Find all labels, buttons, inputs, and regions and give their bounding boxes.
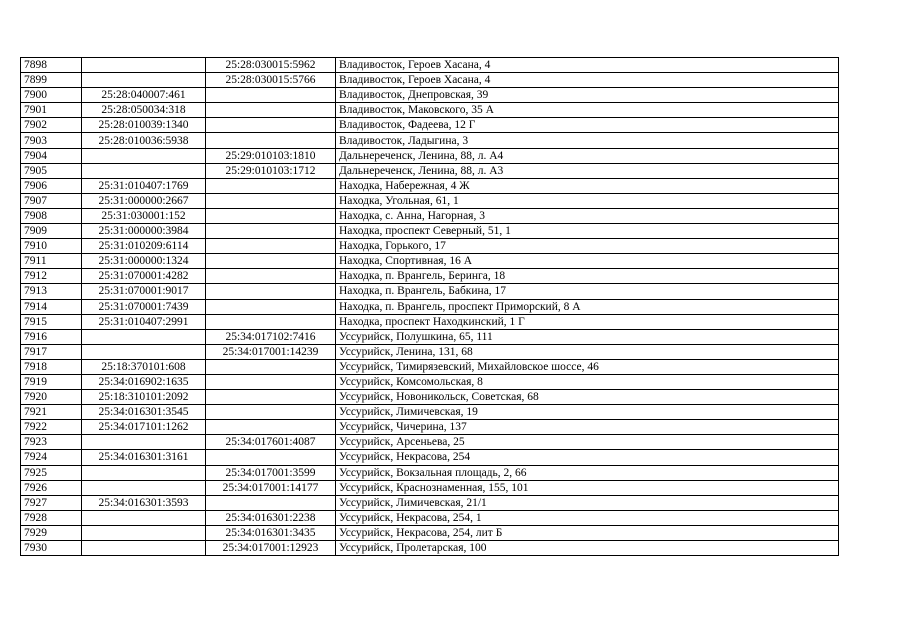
table-row (21, 465, 839, 480)
address-cell: Владивосток, Героев Хасана, 4 (336, 58, 839, 73)
cadastral-number-cell-a (82, 163, 206, 178)
cadastral-number-cell-a (82, 344, 206, 359)
cadastral-number-cell-a: 25:31:000000:1324 (82, 254, 206, 269)
cadastral-number-cell-b (206, 374, 336, 389)
cadastral-number-cell-a: 25:31:010407:1769 (82, 178, 206, 193)
cadastral-number-cell-a: 25:28:010036:5938 (82, 133, 206, 148)
row-number-cell: 7922 (21, 420, 82, 435)
cadastral-number-cell-a: 25:34:016902:1635 (82, 374, 206, 389)
table-row (21, 254, 839, 269)
address-cell: Уссурийск, Чичерина, 137 (336, 420, 839, 435)
cadastral-number-cell-a: 25:31:070001:4282 (82, 269, 206, 284)
address-cell: Находка, п. Врангель, проспект Приморский, 8 А (336, 299, 839, 314)
cadastral-number-cell-b (206, 118, 336, 133)
row-number-cell: 7930 (21, 541, 82, 556)
document-table (20, 57, 839, 556)
cadastral-number-cell-b (206, 420, 336, 435)
cadastral-number-cell-b (206, 208, 336, 223)
table-row (21, 450, 839, 465)
address-cell: Владивосток, Фадеева, 12 Г (336, 118, 839, 133)
cadastral-number-cell-a: 25:34:016301:3161 (82, 450, 206, 465)
table-row (21, 329, 839, 344)
cadastral-number-cell-a: 25:34:016301:3545 (82, 405, 206, 420)
cadastral-number-cell-b (206, 193, 336, 208)
address-cell: Уссурийск, Лимичевская, 21/1 (336, 495, 839, 510)
address-cell: Уссурийск, Новоникольск, Советская, 68 (336, 390, 839, 405)
row-number-cell: 7907 (21, 193, 82, 208)
row-number-cell: 7912 (21, 269, 82, 284)
table-row (21, 435, 839, 450)
row-number-cell: 7898 (21, 58, 82, 73)
table-row (21, 58, 839, 73)
table-row (21, 374, 839, 389)
row-number-cell: 7928 (21, 510, 82, 525)
cadastral-number-cell-b (206, 299, 336, 314)
address-cell: Уссурийск, Некрасова, 254, 1 (336, 510, 839, 525)
table-row (21, 88, 839, 103)
row-number-cell: 7927 (21, 495, 82, 510)
cadastral-number-cell-a: 25:31:000000:3984 (82, 224, 206, 239)
cadastral-number-cell-b: 25:34:017001:12923 (206, 541, 336, 556)
cadastral-number-cell-b (206, 178, 336, 193)
row-number-cell: 7909 (21, 224, 82, 239)
row-number-cell: 7921 (21, 405, 82, 420)
cadastral-number-cell-a (82, 480, 206, 495)
address-cell: Находка, п. Врангель, Беринга, 18 (336, 269, 839, 284)
row-number-cell: 7902 (21, 118, 82, 133)
table-row (21, 510, 839, 525)
address-cell: Уссурийск, Полушкина, 65, 111 (336, 329, 839, 344)
table-row (21, 193, 839, 208)
address-cell: Дальнереченск, Ленина, 88, л. А3 (336, 163, 839, 178)
cadastral-number-cell-a: 25:34:016301:3593 (82, 495, 206, 510)
address-cell: Находка, Спортивная, 16 А (336, 254, 839, 269)
cadastral-number-cell-b: 25:34:017001:3599 (206, 465, 336, 480)
cadastral-number-cell-b (206, 254, 336, 269)
address-cell: Уссурийск, Арсеньева, 25 (336, 435, 839, 450)
table-row (21, 148, 839, 163)
cadastral-number-cell-b: 25:34:016301:2238 (206, 510, 336, 525)
table-row (21, 239, 839, 254)
cadastral-number-cell-b: 25:34:017001:14239 (206, 344, 336, 359)
row-number-cell: 7906 (21, 178, 82, 193)
cadastral-number-cell-a: 25:31:070001:7439 (82, 299, 206, 314)
cadastral-number-cell-a: 25:31:030001:152 (82, 208, 206, 223)
table-row (21, 314, 839, 329)
cadastral-number-cell-a (82, 148, 206, 163)
address-cell: Находка, Угольная, 61, 1 (336, 193, 839, 208)
address-cell: Находка, Набережная, 4 Ж (336, 178, 839, 193)
table-row (21, 480, 839, 495)
cadastral-number-cell-a: 25:28:010039:1340 (82, 118, 206, 133)
row-number-cell: 7919 (21, 374, 82, 389)
cadastral-number-cell-b: 25:29:010103:1712 (206, 163, 336, 178)
cadastral-number-cell-b (206, 450, 336, 465)
cadastral-number-cell-a (82, 510, 206, 525)
address-cell: Владивосток, Маковского, 35 А (336, 103, 839, 118)
address-cell: Уссурийск, Лимичевская, 19 (336, 405, 839, 420)
cadastral-number-cell-b (206, 390, 336, 405)
row-number-cell: 7924 (21, 450, 82, 465)
cadastral-number-cell-b (206, 88, 336, 103)
address-cell: Уссурийск, Комсомольская, 8 (336, 374, 839, 389)
row-number-cell: 7911 (21, 254, 82, 269)
cadastral-number-cell-a (82, 329, 206, 344)
table-row (21, 359, 839, 374)
address-cell: Дальнереченск, Ленина, 88, л. А4 (336, 148, 839, 163)
address-cell: Владивосток, Днепровская, 39 (336, 88, 839, 103)
cadastral-number-cell-a (82, 541, 206, 556)
row-number-cell: 7923 (21, 435, 82, 450)
cadastral-number-cell-b (206, 314, 336, 329)
cadastral-number-cell-a: 25:31:010209:6114 (82, 239, 206, 254)
address-cell: Уссурийск, Вокзальная площадь, 2, 66 (336, 465, 839, 480)
row-number-cell: 7904 (21, 148, 82, 163)
cadastral-number-cell-b (206, 284, 336, 299)
address-cell: Находка, с. Анна, Нагорная, 3 (336, 208, 839, 223)
table-row (21, 541, 839, 556)
address-cell: Находка, п. Врангель, Бабкина, 17 (336, 284, 839, 299)
cadastral-number-cell-a: 25:31:010407:2991 (82, 314, 206, 329)
address-cell: Находка, Горького, 17 (336, 239, 839, 254)
cadastral-number-cell-b (206, 239, 336, 254)
table-row (21, 405, 839, 420)
cadastral-number-cell-b: 25:34:017102:7416 (206, 329, 336, 344)
cadastral-number-cell-b (206, 269, 336, 284)
address-cell: Находка, проспект Северный, 51, 1 (336, 224, 839, 239)
cadastral-number-cell-a (82, 525, 206, 540)
address-cell: Владивосток, Ладыгина, 3 (336, 133, 839, 148)
table-row (21, 118, 839, 133)
cadastral-number-cell-a: 25:34:017101:1262 (82, 420, 206, 435)
row-number-cell: 7900 (21, 88, 82, 103)
row-number-cell: 7915 (21, 314, 82, 329)
cadastral-number-cell-b (206, 224, 336, 239)
table-row (21, 178, 839, 193)
cadastral-number-cell-a (82, 73, 206, 88)
cadastral-number-cell-b (206, 405, 336, 420)
cadastral-number-cell-b: 25:28:030015:5962 (206, 58, 336, 73)
cadastral-number-cell-a: 25:28:040007:461 (82, 88, 206, 103)
address-cell: Уссурийск, Краснознаменная, 155, 101 (336, 480, 839, 495)
address-cell: Находка, проспект Находкинский, 1 Г (336, 314, 839, 329)
row-number-cell: 7917 (21, 344, 82, 359)
row-number-cell: 7901 (21, 103, 82, 118)
table-row (21, 344, 839, 359)
table-row (21, 103, 839, 118)
cadastral-number-cell-b (206, 495, 336, 510)
cadastral-number-cell-b: 25:29:010103:1810 (206, 148, 336, 163)
cadastral-number-cell-b (206, 359, 336, 374)
address-cell: Уссурийск, Пролетарская, 100 (336, 541, 839, 556)
cadastral-number-cell-b: 25:28:030015:5766 (206, 73, 336, 88)
row-number-cell: 7929 (21, 525, 82, 540)
table-row (21, 495, 839, 510)
row-number-cell: 7908 (21, 208, 82, 223)
row-number-cell: 7916 (21, 329, 82, 344)
address-cell: Владивосток, Героев Хасана, 4 (336, 73, 839, 88)
row-number-cell: 7918 (21, 359, 82, 374)
address-cell: Уссурийск, Некрасова, 254 (336, 450, 839, 465)
table-row (21, 420, 839, 435)
address-cell: Уссурийск, Ленина, 131, 68 (336, 344, 839, 359)
cadastral-number-cell-b: 25:34:017001:14177 (206, 480, 336, 495)
row-number-cell: 7899 (21, 73, 82, 88)
row-number-cell: 7926 (21, 480, 82, 495)
row-number-cell: 7914 (21, 299, 82, 314)
cadastral-number-cell-a: 25:18:370101:608 (82, 359, 206, 374)
row-number-cell: 7925 (21, 465, 82, 480)
table-row (21, 163, 839, 178)
cadastral-number-cell-a (82, 465, 206, 480)
row-number-cell: 7913 (21, 284, 82, 299)
table-row (21, 284, 839, 299)
address-cell: Уссурийск, Некрасова, 254, лит Б (336, 525, 839, 540)
cadastral-number-cell-b (206, 133, 336, 148)
table-row (21, 269, 839, 284)
table-row (21, 133, 839, 148)
table-row (21, 390, 839, 405)
table-body (21, 58, 839, 556)
table-row (21, 525, 839, 540)
table-row (21, 73, 839, 88)
row-number-cell: 7905 (21, 163, 82, 178)
table-row (21, 208, 839, 223)
cadastral-number-cell-a: 25:28:050034:318 (82, 103, 206, 118)
row-number-cell: 7903 (21, 133, 82, 148)
row-number-cell: 7910 (21, 239, 82, 254)
cadastral-number-cell-a (82, 58, 206, 73)
address-cell: Уссурийск, Тимирязевский, Михайловское шоссе, 46 (336, 359, 839, 374)
cadastral-number-cell-a: 25:31:070001:9017 (82, 284, 206, 299)
cadastral-number-cell-a: 25:18:310101:2092 (82, 390, 206, 405)
table-row (21, 299, 839, 314)
cadastral-number-cell-b: 25:34:016301:3435 (206, 525, 336, 540)
cadastral-number-cell-a (82, 435, 206, 450)
table-row (21, 224, 839, 239)
cadastral-number-cell-b (206, 103, 336, 118)
row-number-cell: 7920 (21, 390, 82, 405)
cadastral-number-cell-a: 25:31:000000:2667 (82, 193, 206, 208)
cadastral-number-cell-b: 25:34:017601:4087 (206, 435, 336, 450)
